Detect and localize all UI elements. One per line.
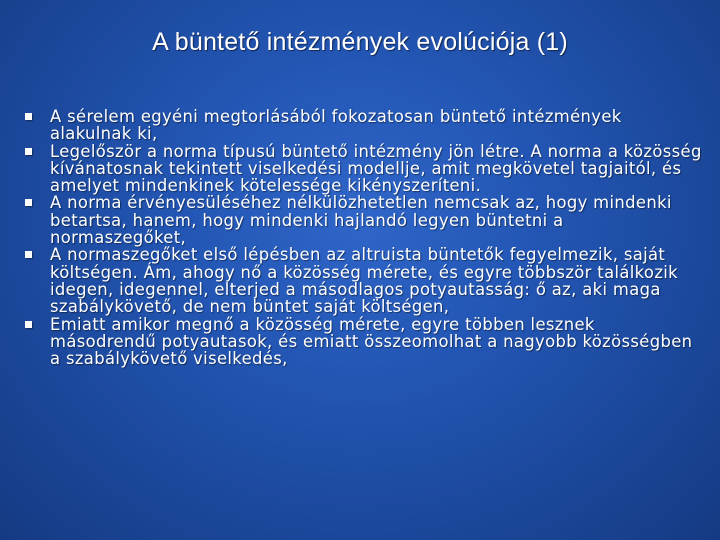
bullet-item xyxy=(22,194,702,246)
bullet-item xyxy=(22,143,702,195)
bullet-item xyxy=(22,108,702,143)
bullet-text: Legelőször a norma típusú büntető intézmény jön létre. A norma a közösség kívánatosnak tekintett viselkedési modellje, amit megkövetel tagjaitól, és amelyet mindenkinek kötelessége kikényszeríteni. xyxy=(50,141,702,196)
square-bullet-icon xyxy=(25,148,32,155)
bullet-text: A sérelem egyéni megtorlásából fokozatosan büntető intézmények alakulnak ki, xyxy=(50,107,622,144)
bullet-text: A normaszegőket első lépésben az altruista büntetők fegyelmezik, saját költségen. Ám, ahogy nő a közösség mérete, és egyre többször találkozik idegen, idegennel, elterjed a másodlagos potyautasság: ő az, aki maga szabálykövető, de nem büntet saját költségen, xyxy=(50,245,679,317)
square-bullet-icon xyxy=(25,321,32,328)
bullet-list xyxy=(22,108,702,367)
square-bullet-icon xyxy=(25,199,32,206)
square-bullet-icon xyxy=(25,113,32,120)
bullet-item xyxy=(22,246,702,315)
bullet-text: A norma érvényesüléséhez nélkülözhetetlen nemcsak az, hogy mindenki betartsa, hanem, hogy mindenki hajlandó legyen büntetni a normaszegőket, xyxy=(50,193,672,248)
slide-title: A büntető intézmények evolúciója (1) xyxy=(152,28,568,56)
bullet-item xyxy=(22,316,702,368)
bullet-text: Emiatt amikor megnő a közösség mérete, egyre többen lesznek másodrendű potyautasok, és emiatt összeomolhat a nagyobb közösségben a szabálykövető viselkedés, xyxy=(50,314,693,369)
square-bullet-icon xyxy=(25,251,32,258)
